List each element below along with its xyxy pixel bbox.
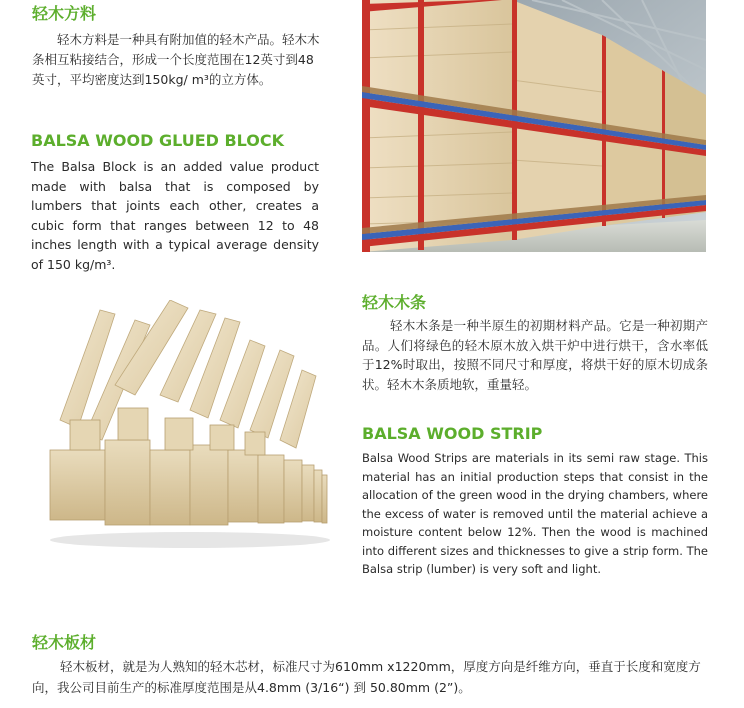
strip-en-title: BALSA WOOD STRIP: [362, 424, 543, 443]
warehouse-photo: [362, 0, 706, 252]
sheet-cn-title: 轻木板材: [32, 633, 97, 652]
glued-block-en-text: The Balsa Block is an added value product made with balsa that is composed by lumbers that joints each other, creates a cubic form that ranges between 12 to 48 inches length with a typical average density of 150 kg/m³.: [31, 159, 319, 272]
strip-cn-title: 轻木木条: [362, 293, 427, 312]
strip-cn-text: 轻木木条是一种半原生的初期材料产品。它是一种初期产品。人们将绿色的轻木原木放入烘干炉中进行烘干，含水率低于12%时取出，按照不同尺寸和厚度，将烘干好的原木切成条状。轻木木条质地软，重量轻。: [362, 318, 708, 392]
glued-block-cn-text: 轻木方料是一种具有附加值的轻木产品。轻木木条相互粘接结合，形成一个长度范围在12英寸到48英寸，平均密度达到150kg/ m³的立方体。: [32, 32, 320, 87]
sheet-cn-text: 轻木板材，就是为人熟知的轻木芯材，标准尺寸为610mm x1220mm，厚度方向是纤维方向，垂直于长度和宽度方向，我公司目前生产的标准厚度范围是从4.8mm (3/16“) 到 50.80mm (2”)。: [32, 659, 701, 695]
glued-block-en-title: BALSA WOOD GLUED BLOCK: [31, 131, 285, 150]
strip-en-text: Balsa Wood Strips are materials in its semi raw stage. This material has an initial production steps that consist in the allocation of the green wood in the drying chambers, where the excess of water is removed until the material achieve a moisture content below 12%. Then the wood is machined into different sizes and thicknesses to give a strip form. The Balsa strip (lumber) is very soft and light.: [362, 451, 708, 576]
wood-strips-photo: [40, 300, 340, 550]
glued-block-cn-title: 轻木方料: [32, 4, 97, 23]
